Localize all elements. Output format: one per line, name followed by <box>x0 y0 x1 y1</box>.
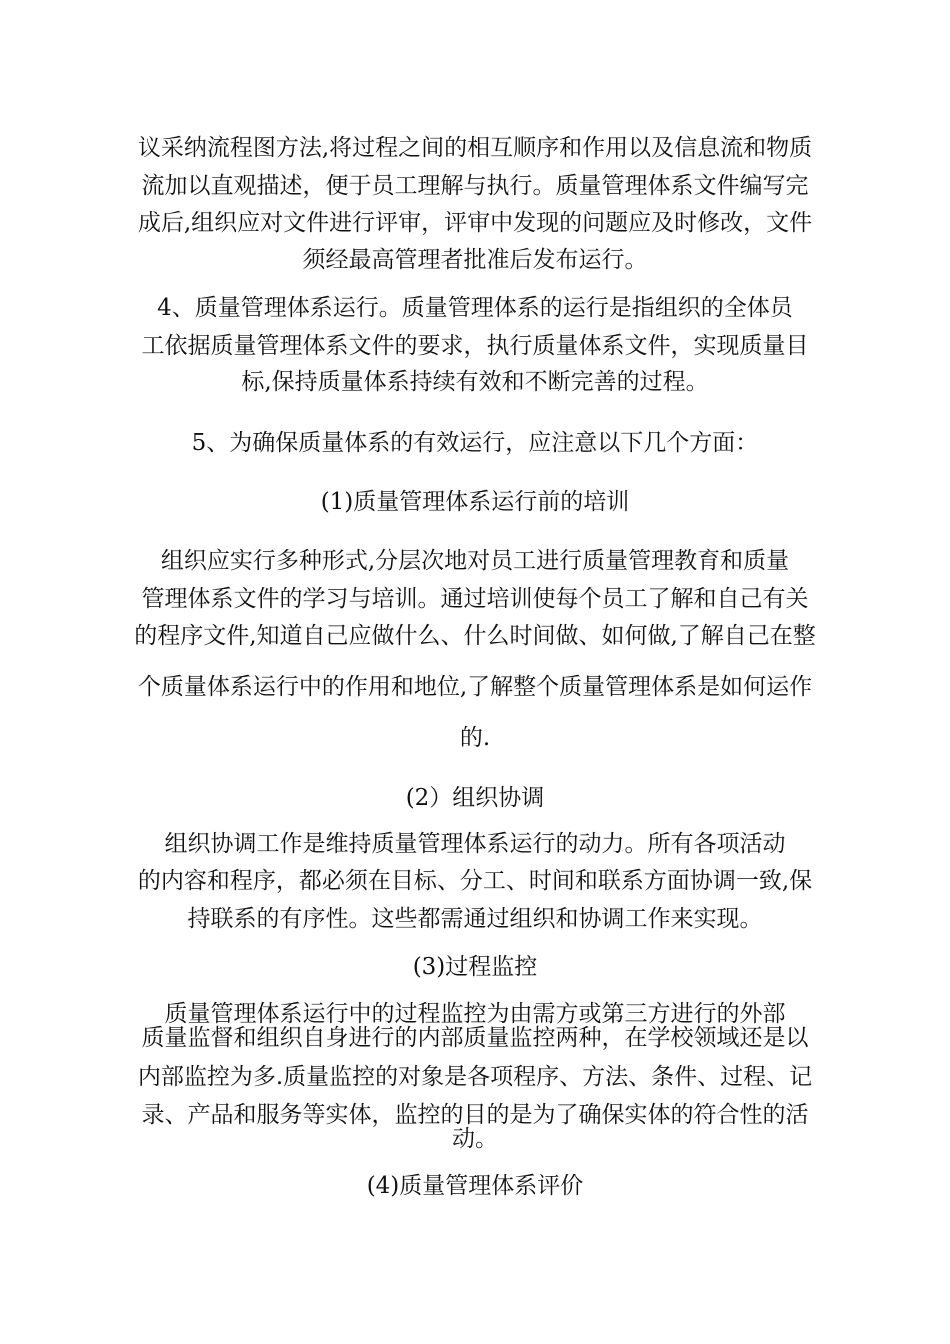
body-line: 录、产品和服务等实体，监控的目的是为了确保实体的符合性的活 <box>141 1102 809 1128</box>
body-line: 内部监控为多.质量监控的对象是各项程序、方法、条件、过程、记 <box>137 1064 813 1090</box>
section-heading-5: 5、为确保质量体系的有效运行，应注意以下几个方面： <box>191 430 759 456</box>
section-heading-4-line: 4、质量管理体系运行。质量管理体系的运行是指组织的全体员 <box>157 295 793 321</box>
body-line: 工依据质量管理体系文件的要求，执行质量体系文件，实现质量目 <box>141 333 809 359</box>
body-line: 的内容和程序，都必须在目标、分工、时间和联系方面协调一致,保 <box>137 868 813 894</box>
body-line: 标,保持质量体系持续有效和不断完善的过程。 <box>241 369 709 395</box>
subheading-3: (3)过程监控 <box>412 954 538 980</box>
body-line: 的程序文件,知道自己应做什么、什么时间做、如何做,了解自己在整 <box>134 623 816 649</box>
body-line: 的. <box>459 725 491 751</box>
body-line: 个质量体系运行中的作用和地位,了解整个质量管理体系是如何运作 <box>137 674 813 700</box>
subheading-2: (2）组织协调 <box>405 785 545 811</box>
body-line: 成后,组织应对文件进行评审，评审中发现的问题应及时修改，文件 <box>137 210 813 236</box>
body-line: 组织应实行多种形式,分层次地对员工进行质量管理教育和质量 <box>160 548 790 574</box>
body-line: 质量监督和组织自身进行的内部质量监控两种，在学校领域还是以 <box>141 1025 809 1051</box>
body-line: 动。 <box>452 1126 498 1152</box>
body-line: 质量管理体系运行中的过程监控为由需方或第三方进行的外部 <box>164 1001 786 1027</box>
body-line: 须经最高管理者批准后发布运行。 <box>302 247 648 273</box>
body-line: 组织协调工作是维持质量管理体系运行的动力。所有各项活动 <box>164 831 786 857</box>
body-line: 持联系的有序性。这些都需通过组织和协调工作来实现。 <box>187 906 763 932</box>
subheading-1: (1)质量管理体系运行前的培训 <box>320 489 630 515</box>
body-line: 议采纳流程图方法,将过程之间的相互顺序和作用以及信息流和物质 <box>137 135 813 161</box>
subheading-4: (4)质量管理体系评价 <box>366 1173 584 1199</box>
body-line: 流加以直观描述，便于员工理解与执行。质量管理体系文件编写完 <box>141 173 809 199</box>
body-line: 管理体系文件的学习与培训。通过培训使每个员工了解和自己有关 <box>141 586 809 612</box>
